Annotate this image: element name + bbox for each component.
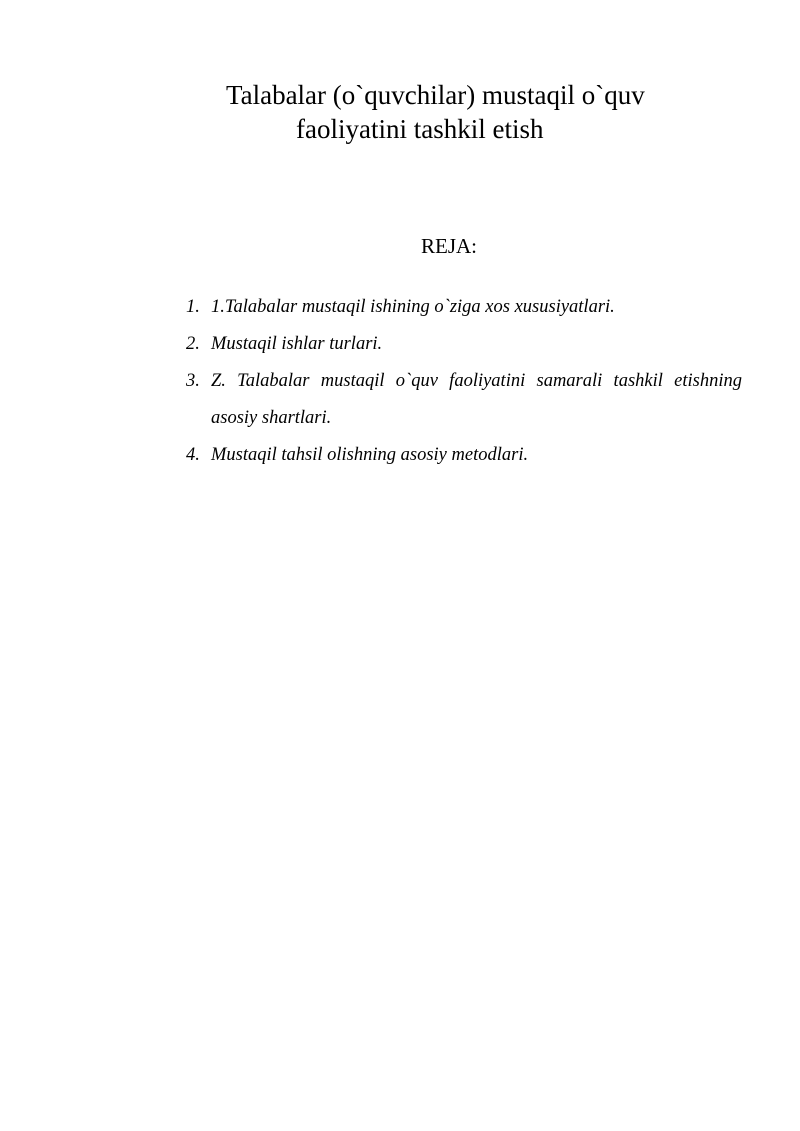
plan-item-2	[186, 326, 742, 363]
plan-item-3	[186, 363, 742, 437]
plan-item-text: Mustaqil ishlar turlari.	[211, 334, 383, 354]
plan-item-text: Mustaqil tahsil olishning asosiy metodlari.	[211, 445, 529, 465]
document-title-line-2: faoliyatini tashkil etish	[296, 114, 544, 144]
plan-item-number: 3.	[186, 371, 200, 391]
document-title-line-1: Talabalar (o`quvchilar) mustaqil o`quv	[226, 80, 645, 110]
plan-item-number: 4.	[186, 445, 200, 465]
plan-item-text: 1.Talabalar mustaqil ishining o`ziga xos xususiyatlari.	[211, 297, 615, 317]
plan-item-number: 1.	[186, 297, 200, 317]
plan-list	[186, 289, 742, 474]
plan-heading: REJA:	[421, 234, 478, 258]
plan-item-text: Z. Talabalar mustaqil o`quv faoliyatini samarali tashkil etishning asosiy shartlari.	[211, 371, 742, 428]
plan-item-4	[186, 437, 742, 474]
plan-item-number: 2.	[186, 334, 200, 354]
plan-item-1	[186, 289, 742, 326]
